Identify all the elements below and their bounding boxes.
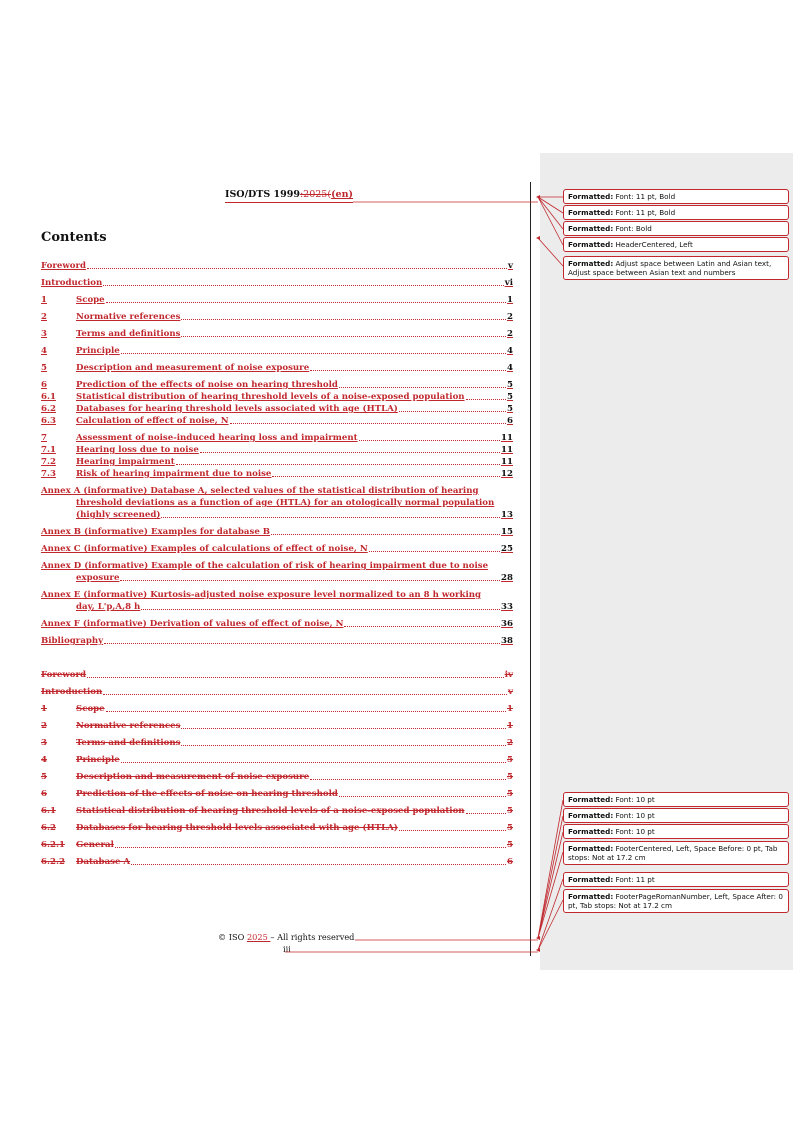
comment-balloon[interactable]: Formatted: Font: 11 pt, Bold [563,205,789,220]
toc-deleted-entry[interactable]: 2 Normative references 1 [41,721,513,731]
comment-balloon[interactable]: Formatted: Font: 10 pt [563,808,789,823]
toc-annex-c[interactable]: Annex C (informative) Examples of calculations of effect of noise, N 25 [41,544,513,554]
header-deleted-year: :2025( [299,189,332,200]
header-inserted-lang: (en) [331,189,354,200]
toc-entry[interactable]: 5 Description and measurement of noise exposure 4 [41,363,513,373]
toc-entry[interactable]: 7.3 Risk of hearing impairment due to noise 12 [41,469,513,479]
comment-balloon[interactable]: Formatted: Font: 10 pt [563,792,789,807]
comment-balloon[interactable]: Formatted: HeaderCentered, Left [563,237,789,252]
toc-entry[interactable]: 3 Terms and definitions 2 [41,329,513,339]
toc-deleted-entry[interactable]: 6.2.2 Database A 6 [41,857,513,867]
toc-entry[interactable]: 6 Prediction of the effects of noise on hearing threshold 5 [41,380,513,390]
toc [41,260,513,868]
footer-copyright: © ISO [218,932,247,942]
toc-entry[interactable]: 7 Assessment of noise-induced hearing loss and impairment 11 [41,433,513,443]
toc-entry[interactable]: 6.2 Databases for hearing threshold levels associated with age (HTLA) 5 [41,404,513,414]
toc-entry[interactable]: Foreword v [41,261,513,271]
toc-deleted-entry[interactable]: 3 Terms and definitions 2 [41,738,513,748]
footer-year: 2025 [246,932,271,942]
toc-entry[interactable]: 1 Scope 1 [41,295,513,305]
pane-divider [530,182,531,956]
header-revision-line [225,202,353,203]
toc-deleted-entry[interactable]: 4 Principle 5 [41,755,513,765]
toc-annex-f[interactable]: Annex F (informative) Derivation of values of effect of noise, N 36 [41,619,513,629]
toc-annex-e[interactable]: Annex E (informative) Kurtosis-adjusted noise exposure level normalized to an 8 h working day, L'p,A,8 h 33 [41,590,513,612]
comment-balloon[interactable]: Formatted: Font: 11 pt, Bold [563,189,789,204]
toc-deleted-entry[interactable]: 1 Scope 1 [41,704,513,714]
toc-entry[interactable]: 2 Normative references 2 [41,312,513,322]
toc-entry[interactable]: 7.2 Hearing impairment 11 [41,457,513,467]
comment-balloon[interactable]: Formatted: Font: 11 pt [563,872,789,887]
comment-balloon[interactable]: Formatted: FooterPageRomanNumber, Left, Space After: 0 pt, Tab stops: Not at 17.2 cm [563,889,789,913]
toc-entry[interactable]: 6.3 Calculation of effect of noise, N 6 [41,416,513,426]
contents-title: Contents [41,230,107,245]
toc-deleted-entry[interactable]: 6.1 Statistical distribution of hearing threshold levels of a noise-exposed population 5 [41,806,513,816]
toc-deleted-entry[interactable]: 6 Prediction of the effects of noise on hearing threshold 5 [41,789,513,799]
toc-annex-a[interactable]: Annex A (informative) Database A, selected values of the statistical distribution of hearing threshold deviations as a function of age (HTLA) for an otologically normal population (highly screened) 13 [41,486,513,520]
toc-annex-d[interactable]: Annex D (informative) Example of the calculation of risk of hearing impairment due to noise exposure 28 [41,561,513,583]
toc-deleted-entry[interactable]: 5 Description and measurement of noise exposure 5 [41,772,513,782]
comment-balloon[interactable]: Formatted: Font: 10 pt [563,824,789,839]
toc-deleted-entry[interactable]: 6.2.1 General 5 [41,840,513,850]
toc-entry[interactable]: 7.1 Hearing loss due to noise 11 [41,445,513,455]
toc-entry[interactable]: 6.1 Statistical distribution of hearing threshold levels of a noise-exposed population 5 [41,392,513,402]
comment-balloon[interactable]: Formatted: Adjust space between Latin and Asian text, Adjust space between Asian text and numbers [563,256,789,280]
toc-deleted-entry[interactable]: Introduction v [41,687,513,697]
toc-entry[interactable]: Introduction vi [41,278,513,288]
page-header [225,189,353,200]
toc-entry[interactable]: 4 Principle 4 [41,346,513,356]
comment-balloon[interactable]: Formatted: Font: Bold [563,221,789,236]
header-doc-id: ISO/DTS 1999 [225,189,300,200]
footer-rights: – All rights reserved [270,932,355,942]
comment-balloon[interactable]: Formatted: FooterCentered, Left, Space Before: 0 pt, Tab stops: Not at 17.2 cm [563,841,789,865]
toc-annex-b[interactable]: Annex B (informative) Examples for database B 15 [41,527,513,537]
toc-bibliography[interactable]: Bibliography 38 [41,636,513,646]
toc-deleted-entry[interactable]: 6.2 Databases for hearing threshold levels associated with age (HTLA) 5 [41,823,513,833]
toc-deleted-entry[interactable]: Foreword iv [41,670,513,680]
page-footer [218,932,354,942]
footer-page-number: iii [283,944,291,954]
